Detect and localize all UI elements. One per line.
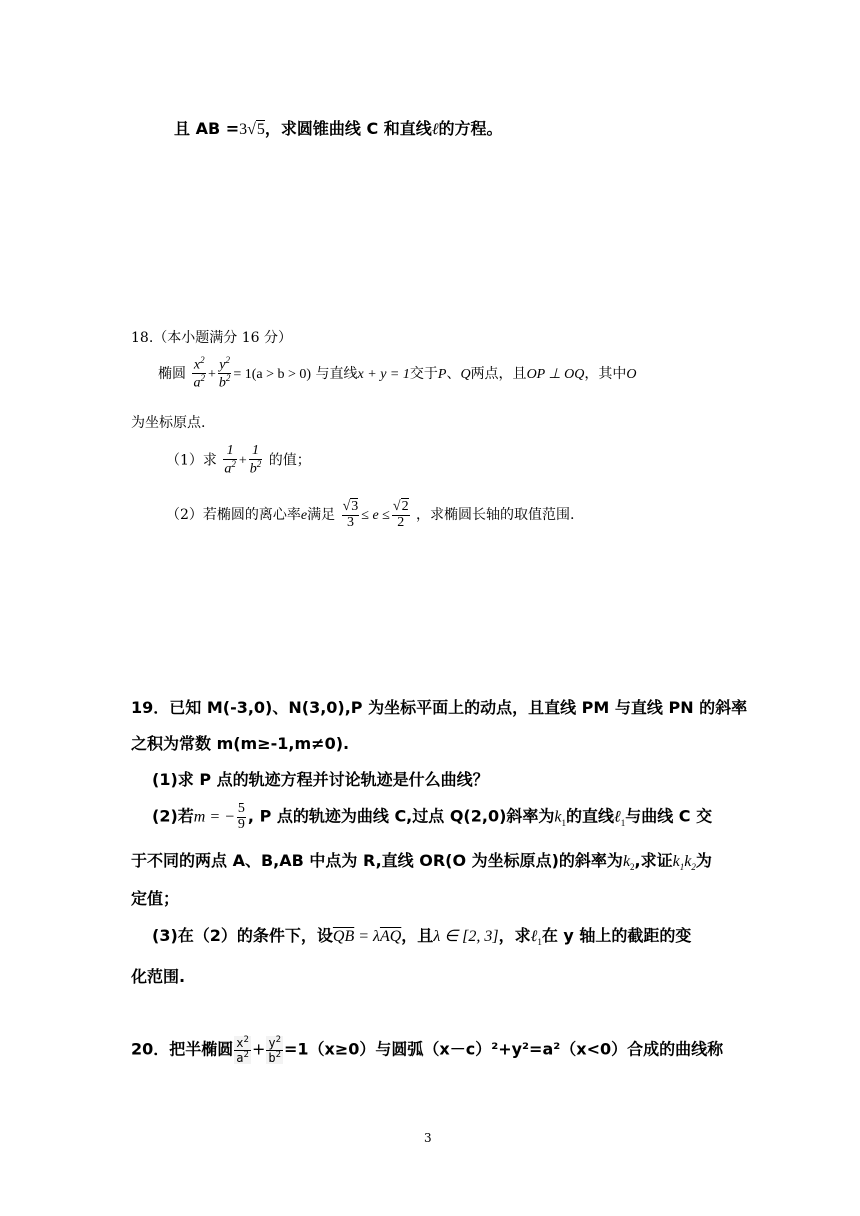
lambda-range: λ ∈ [2, 3] [433, 928, 499, 945]
l1-symbol: ℓ [614, 808, 621, 826]
q18-sep: 、 [446, 365, 461, 382]
frac-den: 9 [237, 816, 245, 832]
q18-part2-post: ，求椭圆长轴的取值范围. [416, 507, 575, 524]
k2-symbol: k [622, 853, 631, 870]
q19-part2-line3: 定值； [131, 889, 180, 908]
k1-symbol: k [554, 808, 562, 826]
q18-part2: （2）若椭圆的离心率e满足 $\frac{√3}{3}$ ≤ e ≤ $\frac{√2}{2}$ ，求椭圆长轴的取值范围. [166, 499, 575, 530]
inv-a2-frac: $\frac{1}{a^2}$ [224, 443, 236, 477]
q18-part2-pre: （2）若椭圆的离心率 [166, 507, 301, 524]
q19-line1: 19．已知 M(-3,0)、N(3,0),P 为坐标平面上的动点，且直线 PM 与直线 PN 的斜率 [131, 698, 748, 717]
q19-part3-mid2: ，求 [498, 926, 531, 945]
five-ninths-frac [237, 802, 246, 832]
eccentricity-e: e [300, 508, 308, 524]
q19-part2b-pre: 于不同的两点 A、B,AB 中点为 R,直线 OR(O 为坐标原点)的斜率为 [131, 851, 623, 870]
q18-line1: 椭圆 $\frac{x^2}{a^2}$ + $\frac{y^2}{b^2}$ = 1(a > b > 0) 与直线x + y = 1交于P、Q两点，且OP ⊥ OQ，其中O [158, 355, 637, 391]
prev-text-post1: ，求圆锥曲线 C 和直线 [264, 119, 432, 138]
m-equation: m = − [193, 808, 235, 826]
q18-text-mid4: ，其中 [584, 365, 627, 382]
q18-title: 18.（本小题满分 16 分） [131, 330, 292, 346]
expr-root: 5 [256, 121, 265, 138]
ellipse-eq-rhs: = 1(a > b > 0) [233, 366, 312, 382]
ellipse-frac-y: $\frac{y^2}{b^2}$ [218, 355, 231, 391]
vector-aq: $\overline{AQ}$ [379, 928, 402, 945]
q20-pre: 20．把半椭圆 [131, 1039, 234, 1059]
perp-condition: OP ⊥ OQ [526, 366, 585, 382]
q18-ellipse-label: 椭圆 [158, 365, 186, 382]
k1-subscript: 1 [561, 817, 567, 828]
prev-question-line: 且 AB =3√5，求圆锥曲线 C 和直线ℓ的方程。 [174, 119, 503, 138]
half-ellipse-frac-y: $\frac{y^2}{b^2}$ [268, 1035, 281, 1065]
q19-part2b-post: 为 [695, 851, 712, 870]
q19-part2-mid2: 的直线 [566, 806, 615, 826]
vector-qb: $\overline{QB}$ [332, 928, 355, 945]
l1-symbol-2: ℓ [530, 928, 538, 945]
q19-part2-post: 与曲线 C 交 [625, 806, 713, 826]
q18-part1-pre: （1）求 [166, 452, 217, 469]
q18-text-mid2: 交于 [409, 365, 438, 382]
q19-part2-mid: , P 点的轨迹为曲线 C,过点 Q(2,0)斜率为 [247, 806, 555, 826]
lambda-eq: = λ [354, 928, 380, 945]
q19-part3-line2: 化范围. [131, 967, 186, 986]
q20-line [131, 1036, 723, 1064]
q18-part1-post: 的值； [268, 452, 311, 469]
q18-text-mid3: 两点，且 [470, 365, 527, 382]
point-p: P [437, 366, 447, 382]
q18-text-mid1: 与直线 [315, 365, 358, 382]
q19-part3-line1 [152, 923, 691, 947]
q19-part3-pre: (3)在（2）的条件下，设 [152, 926, 333, 945]
q18-part2-mid: 满足 [307, 507, 336, 524]
k2-subscript: 2 [630, 862, 635, 873]
origin-o: O [626, 366, 637, 382]
q18-part1: （1）求 $\frac{1}{a^2}$ + $\frac{1}{b^2}$ 的值； [166, 443, 311, 477]
q18-line2: 为坐标原点. [131, 415, 206, 431]
sqrt2-over-2-frac: $\frac{√2}{2}$ [392, 499, 409, 530]
ell-symbol: ℓ [431, 121, 439, 138]
inv-b2-frac: $\frac{1}{b^2}$ [249, 443, 262, 477]
q19-part2-pre: (2)若 [152, 806, 194, 826]
l1-subscript-2: 1 [537, 937, 542, 948]
page-number: 3 [424, 1131, 432, 1145]
frac-num: 5 [237, 801, 245, 816]
q19-part3-mid: ，且 [401, 926, 434, 945]
q19-part1: (1)求 P 点的轨迹方程并讨论轨迹是什么曲线？ [152, 770, 489, 789]
line-equation: x + y = 1 [357, 366, 410, 382]
q19-part2-line1 [152, 802, 712, 832]
half-ellipse-frac-x: $\frac{x^2}{a^2}$ [236, 1035, 249, 1065]
q19-part2b-mid: ,求证 [634, 851, 673, 870]
l1-subscript: 1 [620, 817, 626, 828]
sqrt3-over-3-frac: $\frac{√3}{3}$ [342, 499, 359, 530]
prev-text-post2: 的方程。 [438, 119, 503, 138]
ellipse-frac-x: $\frac{x^2}{a^2}$ [193, 355, 205, 391]
q20-post: =1（x≥0）与圆弧（x－c）²+y²=a²（x<0）合成的曲线称 [284, 1039, 724, 1059]
q19-line2: 之积为常数 m(m≥-1,m≠0). [131, 734, 350, 753]
q19-part2-line2 [131, 848, 712, 872]
expr-coef: 3 [239, 121, 248, 138]
prev-text-pre: 且 AB = [174, 119, 240, 138]
q19-part3-post: 在 y 轴上的截距的变 [541, 926, 692, 945]
q20-plus: + [251, 1039, 266, 1059]
k1k2-product: $k_1k_2$ [672, 853, 696, 873]
point-q: Q [460, 366, 471, 382]
